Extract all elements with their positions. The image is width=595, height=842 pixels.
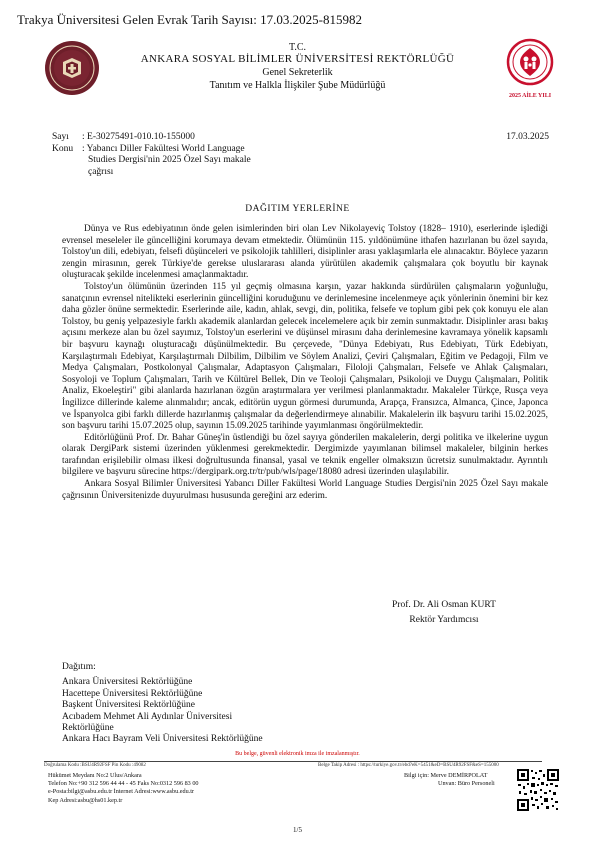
document-tracking-address[interactable]: Belge Takip Adresi : https://turkiye.gov.tr/ebd?eK=5451&eD=BSU4R92FSF&eS=155000 [318, 763, 499, 768]
letter-body [62, 224, 548, 502]
header-university: ANKARA SOSYAL BİLİMLER ÜNİVERSİTESİ REKTÖRLÜĞÜ [140, 53, 455, 65]
document-date: 17.03.2025 [506, 132, 549, 142]
footer-divider [44, 761, 542, 762]
family-year-caption: 2025 AİLE YILI [508, 93, 552, 99]
contact-title: Unvan: Büro Personeli [438, 780, 495, 788]
body-paragraph-2: Tolstoy'un ölümünün üzerinden 115 yıl geçmiş olmasına karşın, yazar hakkında sürdürülen çalışmaların yoğunluğu, sanatçının evrensel nitelikteki eserlerinin güncelliğini koruduğunu ve derinlemesine incelenmeye açık yönlerinin önemini bir kez daha gözler önüne sermektedir. Eserlerinde aile, kadın, ahlak, sevgi, din, politika, felsefe ve toplum gibi pek çok konuyu ele alan Tolstoy, bu geniş yelpazesiyle farklı akademik alanlardan gelecek incelemelere açık bir zemin sunmaktadır. Disiplinler arası bakış açısını merkeze alan bu özel sayımız, Tolstoy'un eserlerini ve düşünsel mirasını daha derinlemesine kavramaya yönelik kapsamlı bir başvuru kaynağı oluşturacağı düşünülmektedir. Bu çerçevede, "Dünya Edebiyatı, Rus Edebiyatı, Türk Edebiyatı, Karşılaştırmalı Edebiyat, Karşılaştırmalı Dilbilim, Dilbilim ve Söylem Analizi, Çeviri Çalışmaları, Eğitim ve Pedagoji, Film ve Medya Çalışmaları, Postkolonyal Çalışmalar, Adaptasyon Çalışmaları, Filoloji Çalışmaları, Felsefe ve Ahlak Çalışmaları, Sosyoloji ve Toplum Çalışmaları, Tarih ve Kültürel Bellek, Din ve Teoloji Çalışmaları, Psikoloji ve Duygu Çalışmaları, Politik Analiz, Ekoeleştiri" gibi alanlarda hazırlanan özgün araştırmalara yer verilmesi planlanmaktadır. Makaleler Türkçe, Rusça veya İngilizce dillerinde kaleme alınmalıdır; ancak, editörün uygun görmesi durumunda, Arapça, Fransızca, Almanca, Çince, Japonca ve İspanyolca gibi farklı dillerde hazırlanmış çalışmalar da değerlendirmeye alınabilir. Makalelerin ilk başvuru tarihi 15.02.2025, son başvuru tarihi 15.07.2025 olup, sayının 15.09.2025 tarihinde yayımlanması öngörülmektedir. [62, 281, 548, 432]
footer-contact-person [404, 772, 495, 788]
konu-value-line1: : Yabancı Diller Fakültesi World Language [82, 143, 245, 154]
signer-name: Prof. Dr. Ali Osman KURT [392, 600, 496, 610]
body-paragraph-4: Ankara Sosyal Bilimler Üniversitesi Yabancı Diller Fakültesi World Language Studies Dergisi'nin 2025 Özel Sayı makale çağrısının Üniversitenizde duyurulması hususunda gereğini arz ederim. [62, 479, 548, 501]
konu-value-line2: Studies Dergisi'nin 2025 Özel Sayı makale [88, 155, 251, 165]
konu-label: Konu [52, 143, 74, 154]
footer-contact [48, 772, 199, 805]
sayi-row [52, 132, 251, 144]
contact-person: Bilgi için: Merve DEMİRPOLAT [404, 772, 488, 779]
distribution-item: Ankara Üniversitesi Rektörlüğüne [62, 677, 193, 688]
header-department: Genel Sekreterlik [262, 67, 333, 78]
header-tc: T.C. [288, 42, 307, 53]
distribution-item: Ankara Hacı Bayram Veli Üniversitesi Rektörlüğüne [62, 734, 263, 745]
esign-notice: Bu belge, güvenli elektronik imza ile imzalanmıştır. [235, 751, 360, 757]
header-unit: Tanıtım ve Halkla İlişkiler Şube Müdürlüğü [209, 80, 386, 91]
incoming-document-stamp: Trakya Üniversitesi Gelen Evrak Tarih Sayısı: 17.03.2025-815982 [17, 12, 362, 27]
distribution-title: DAĞITIM YERLERİNE [245, 204, 350, 214]
body-paragraph-3: Editörlüğünü Prof. Dr. Bahar Güneş'in üstlendiği bu özel sayıya gönderilen makalelerin, dergi politika ve ilkelerine uygun olarak DergiPark sistemi üzerinden yüklenmesi gerekmektedir. Dergimizde yayımlanan bilimsel makaleler, bilginin herkes tarafından erişilebilir olması ilkesi doğrultusunda finansal, yasal ve teknik engeller olmaksızın ücretsiz sunulmaktadır. Ayrıntılı bilgilere ve başvuru sürecine https://dergipark.org.tr/tr/pub/wls/page/18080 adresi üzerinden ulaşılabilir. [62, 432, 548, 478]
konu-value-line3: çağrısı [88, 166, 114, 177]
sayi-label: Sayı [52, 132, 69, 142]
footer-phone: Telefon No:+90 312 596 44 44 - 45 Faks No:0312 596 83 00 [48, 780, 199, 788]
distribution-item: Acıbadem Mehmet Ali Aydınlar Üniversitesi [62, 711, 233, 722]
distribution-item: Rektörlüğüne [62, 723, 114, 734]
signature-block [392, 598, 496, 628]
footer-email-web: e-Posta:bilgi@asbu.edu.tr İnternet Adresi:www.asbu.edu.tr [48, 788, 195, 796]
konu-row [52, 144, 251, 156]
distribution-label: Dağıtım: [62, 662, 96, 672]
distribution-item: Başkent Üniversitesi Rektörlüğüne [62, 700, 195, 711]
distribution-item: Hacettepe Üniversitesi Rektörlüğüne [62, 688, 203, 699]
footer-kep: Kep Adresi:asbu@hs01.kep.tr [48, 796, 123, 804]
footer-address: Hükümet Meydanı No:2 Ulus/Ankara [48, 772, 142, 779]
distribution-list [62, 662, 263, 746]
sayi-value: : E-30275491-010.10-155000 [82, 132, 195, 142]
body-paragraph-1: Dünya ve Rus edebiyatının önde gelen isimlerinden biri olan Lev Nikolayeviç Tolstoy (1828– 1910), eserlerinde işlediği evrensel meseleler ile güncelliğini korumaya devam etmektedir. Ölümünün 115. yıldönümüne ithafen hazırlanan bu özel sayıda, Tolstoy'un dili, edebiyatı, felsefi düşünceleri ve psikolojik tahlilleri, disiplinler arası yaklaşımlarla ele alınacaktır. Böylece yazarın zengin mirasının, gerek Türkiye'de gerekse uluslararası alanda yürütülen akademik çalışmalara çok boyutlu bir kaynak oluşturacak şekilde incelenmesi amaçlanmaktadır. [62, 224, 548, 281]
page-number: 1/5 [293, 826, 302, 834]
document-meta [52, 132, 251, 178]
signer-title: Rektör Yardımcısı [409, 615, 479, 625]
qr-code-icon [516, 768, 560, 812]
verification-code: Doğrulama Kodu :BSU4R92FSF Pin Kodu :49082 [44, 763, 146, 768]
